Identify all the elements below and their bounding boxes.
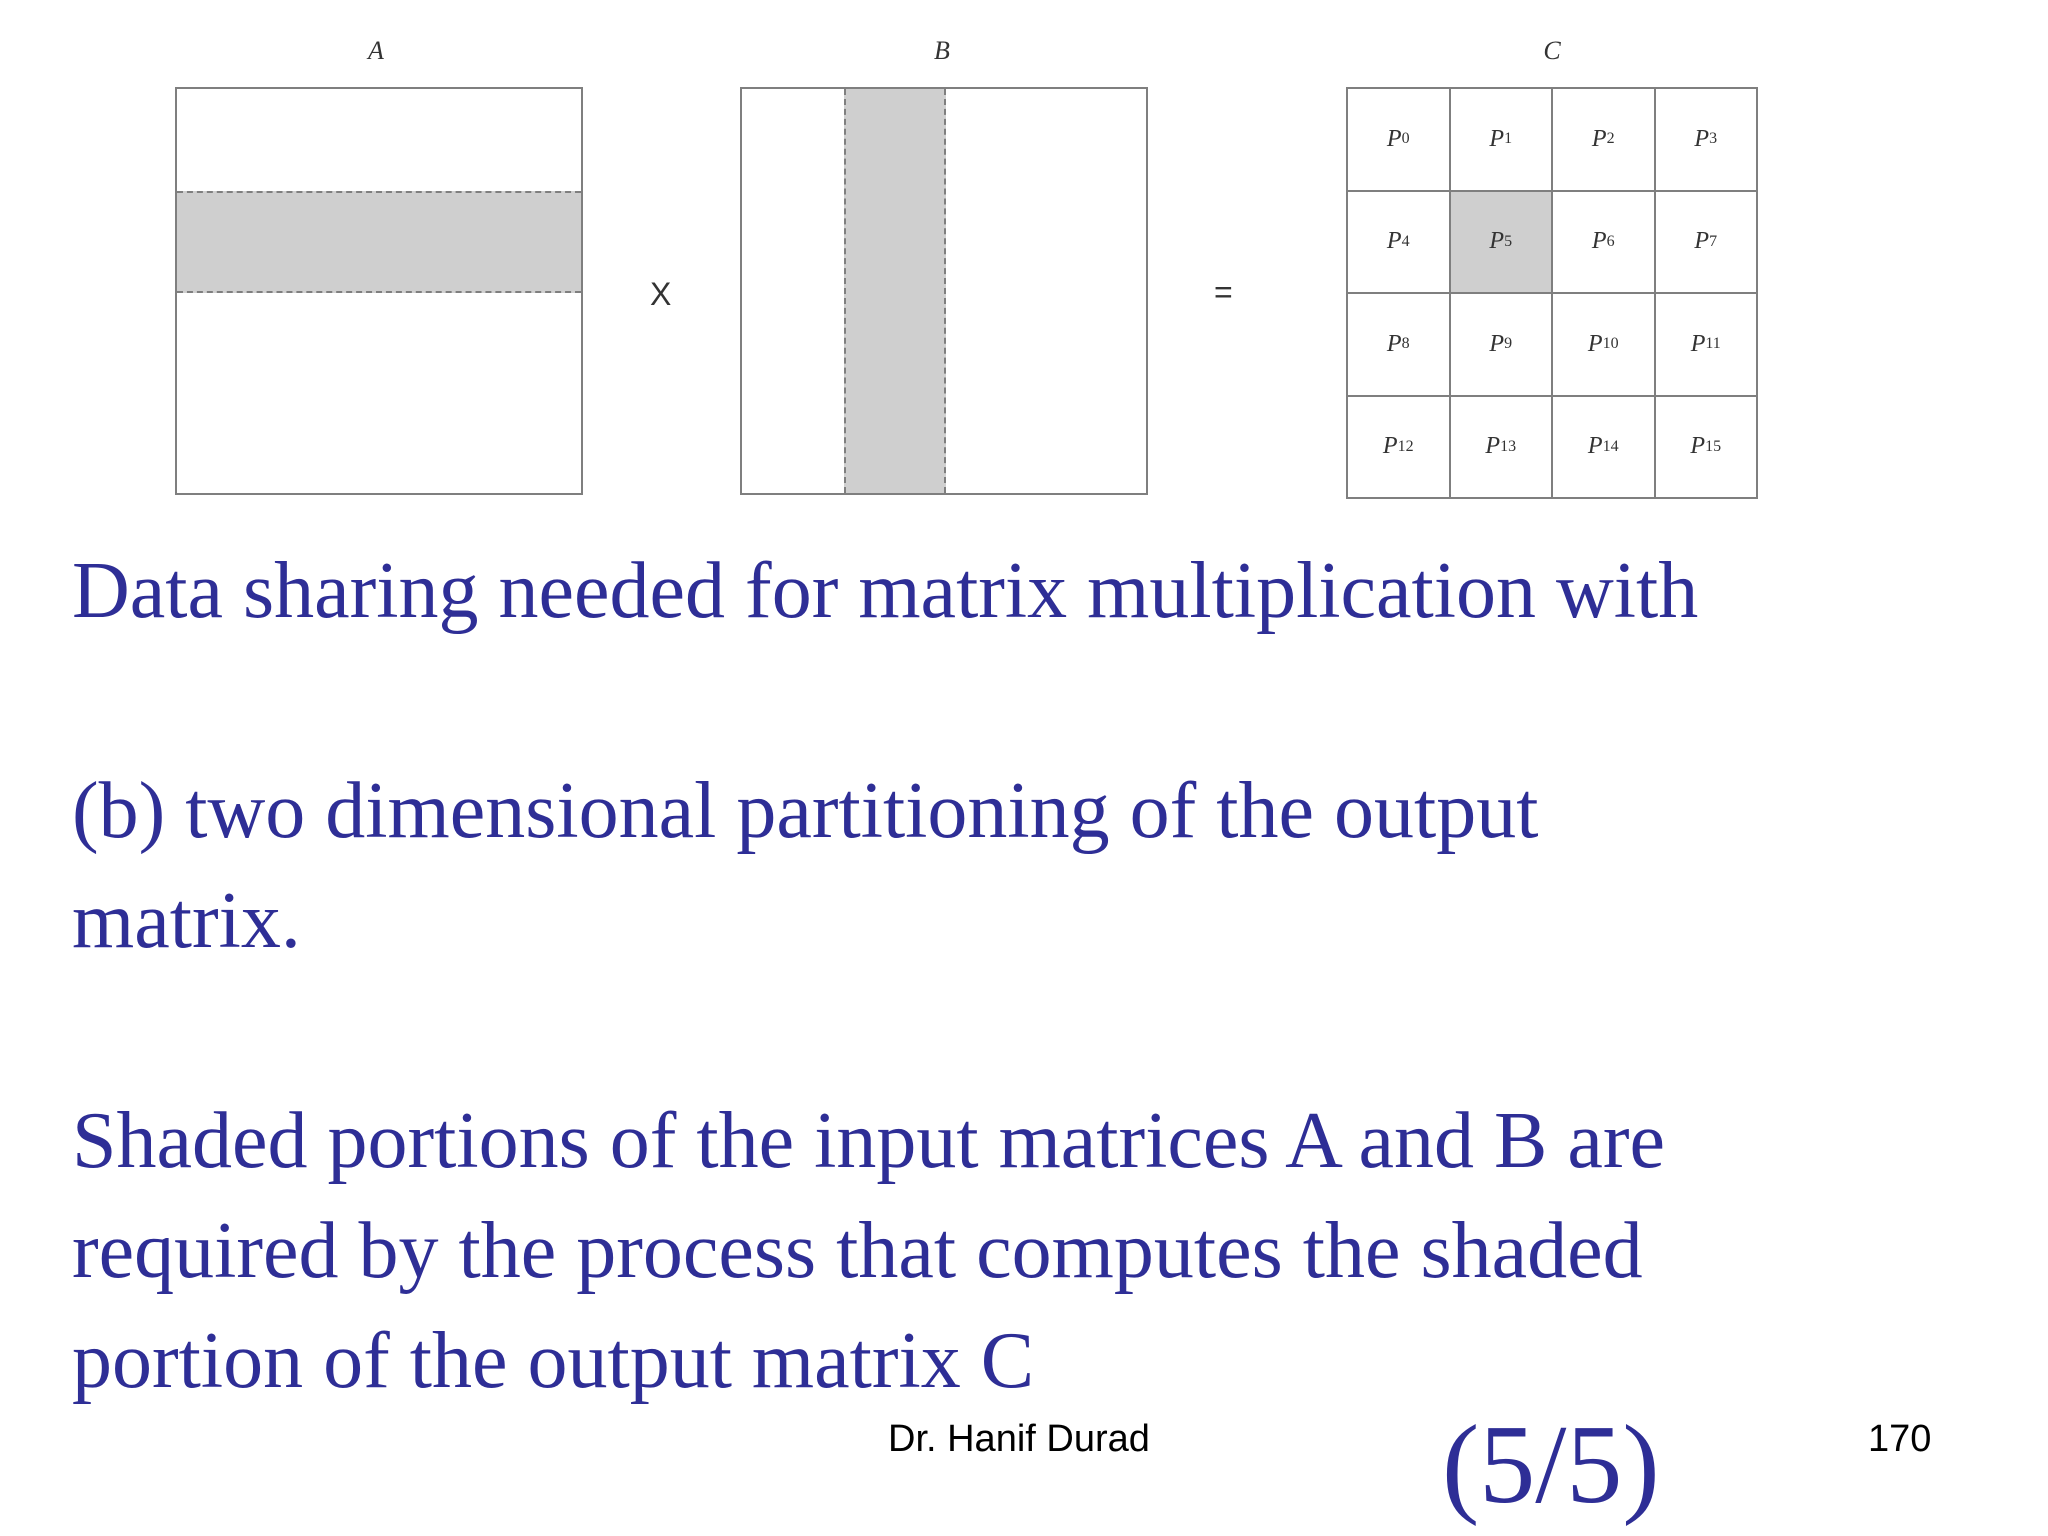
grid-cell-p13 — [1450, 396, 1553, 499]
caption-line-2: (b) two dimensional partitioning of the output — [72, 767, 1539, 855]
grid-cell-letter: P — [1386, 125, 1402, 152]
matrix-c-label: C — [1543, 36, 1561, 65]
grid-cell-p4 — [1347, 191, 1450, 294]
matrix-a-shaded-row — [177, 191, 581, 293]
grid-cell-index: 8 — [1401, 335, 1410, 353]
grid-cell-letter: P — [1690, 433, 1706, 460]
grid-cell-letter: P — [1386, 330, 1402, 357]
grid-cell-letter: P — [1587, 330, 1603, 357]
grid-cell-p3 — [1655, 88, 1758, 191]
grid-cell-index: 11 — [1705, 335, 1721, 353]
grid-cell-index: 3 — [1709, 130, 1718, 148]
grid-cell-letter: P — [1485, 433, 1501, 460]
caption-line-6: portion of the output matrix C — [72, 1317, 1035, 1405]
grid-cell-p9 — [1450, 293, 1553, 396]
matrix-b-label: B — [934, 36, 950, 65]
grid-cell-p12 — [1347, 396, 1450, 499]
grid-cell-letter: P — [1587, 433, 1603, 460]
caption-line-1: Data sharing needed for matrix multiplication with — [72, 547, 1699, 635]
grid-cell-p6 — [1552, 191, 1655, 294]
grid-cell-p5 — [1450, 191, 1553, 294]
grid-cell-letter: P — [1591, 228, 1607, 255]
matrix-a — [175, 87, 583, 495]
matrix-c-grid — [1346, 87, 1758, 499]
grid-cell-letter: P — [1690, 330, 1706, 357]
grid-cell-p15 — [1655, 396, 1758, 499]
grid-cell-letter: P — [1386, 228, 1402, 255]
grid-cell-index: 14 — [1602, 437, 1619, 455]
grid-cell-index: 4 — [1401, 232, 1410, 250]
grid-cell-index: 15 — [1705, 437, 1722, 455]
grid-cell-index: 7 — [1709, 232, 1718, 250]
grid-cell-letter: P — [1694, 125, 1710, 152]
grid-cell-letter: P — [1694, 228, 1710, 255]
grid-cell-p8 — [1347, 293, 1450, 396]
matrix-b — [740, 87, 1148, 495]
page-number: 170 — [1868, 1418, 1932, 1460]
grid-cell-p2 — [1552, 88, 1655, 191]
grid-cell-index: 9 — [1504, 335, 1513, 353]
grid-cell-p11 — [1655, 293, 1758, 396]
grid-cell-index: 0 — [1401, 130, 1410, 148]
grid-cell-index: 10 — [1602, 335, 1619, 353]
grid-cell-p7 — [1655, 191, 1758, 294]
caption-line-5: required by the process that computes the shaded — [72, 1207, 1643, 1295]
grid-cell-letter: P — [1382, 433, 1398, 460]
grid-cell-letter: P — [1489, 228, 1505, 255]
caption-line-3: matrix. — [72, 877, 301, 965]
grid-cell-index: 13 — [1500, 437, 1517, 455]
grid-cell-index: 6 — [1606, 232, 1615, 250]
grid-cell-letter: P — [1591, 125, 1607, 152]
caption-line-4: Shaded portions of the input matrices A and B are — [72, 1097, 1666, 1185]
grid-cell-index: 12 — [1397, 437, 1414, 455]
grid-cell-p1 — [1450, 88, 1553, 191]
matrix-b-shaded-column — [844, 89, 946, 493]
grid-cell-letter: P — [1489, 330, 1505, 357]
slide-fraction: (5/5) — [1442, 1403, 1660, 1527]
grid-cell-p0 — [1347, 88, 1450, 191]
grid-cell-p10 — [1552, 293, 1655, 396]
grid-cell-index: 5 — [1504, 232, 1513, 250]
equals-operator: = — [1214, 274, 1233, 310]
times-operator: X — [650, 276, 672, 312]
grid-cell-letter: P — [1489, 125, 1505, 152]
grid-cell-index: 2 — [1606, 130, 1615, 148]
footer-author: Dr. Hanif Durad — [888, 1418, 1150, 1460]
grid-cell-index: 1 — [1504, 130, 1513, 148]
matrix-a-label: A — [368, 36, 384, 65]
grid-cell-p14 — [1552, 396, 1655, 499]
